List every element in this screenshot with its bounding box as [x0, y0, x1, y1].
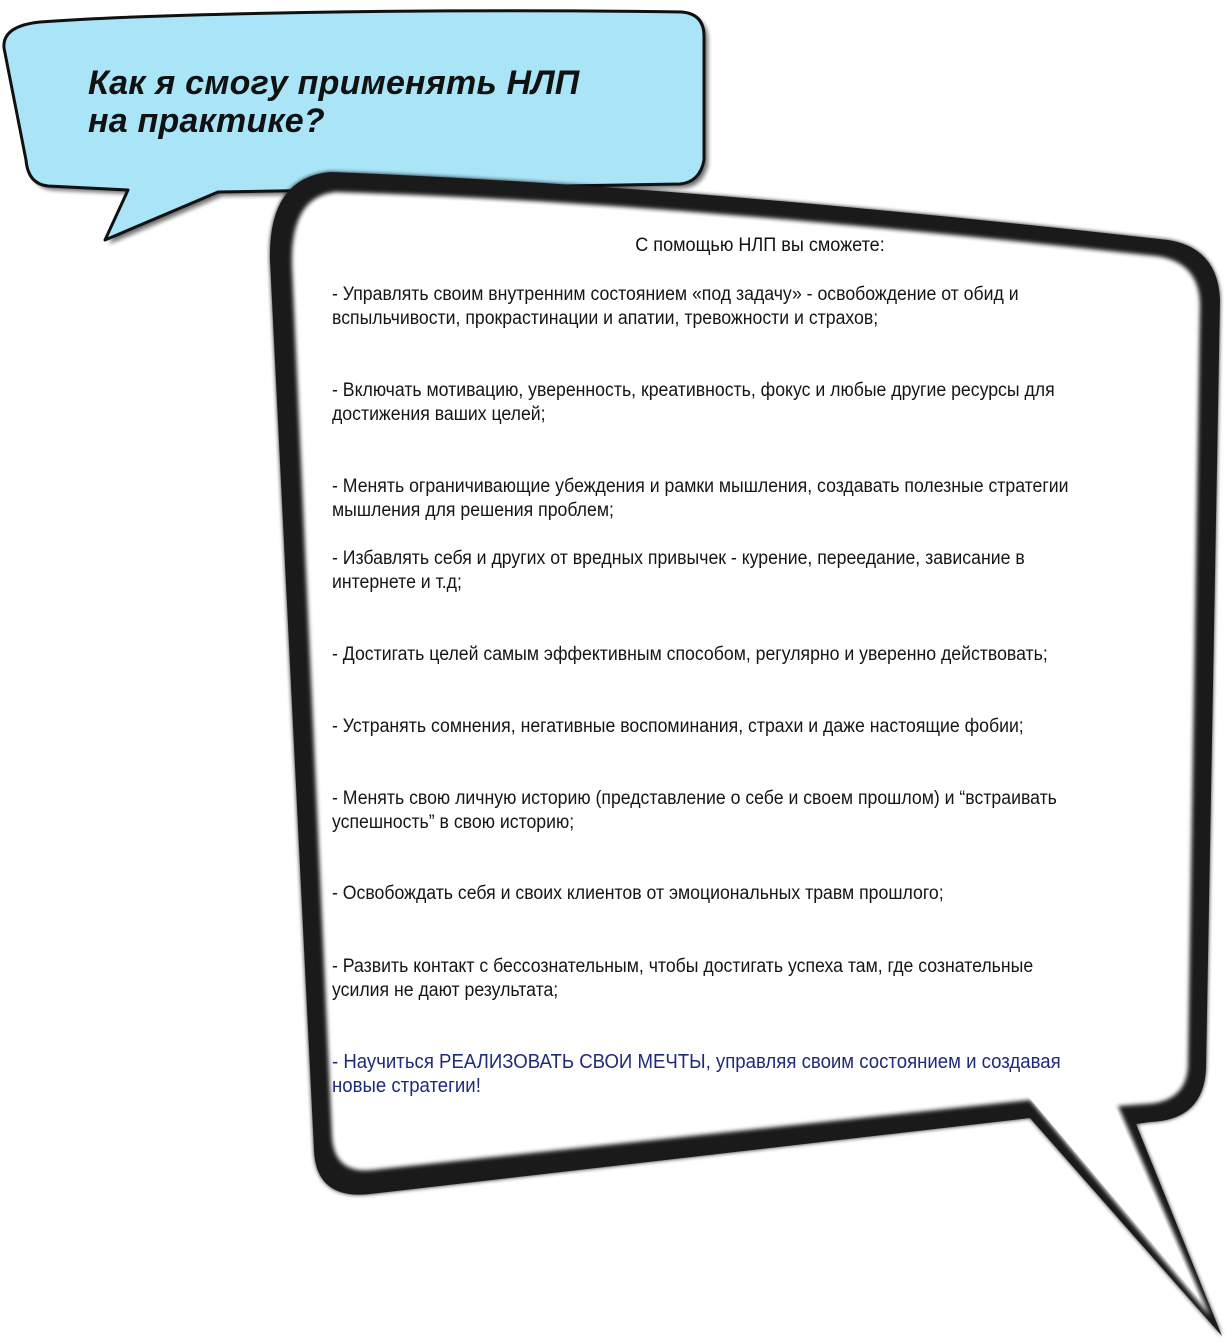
list-item-state-control: - Управлять своим внутренним состоянием «под задачу» - освобождение от обид и вспыльчивости, прокрастинации и апатии, тревожности и страхов;	[332, 284, 1019, 329]
section-heading: С помощью НЛП вы сможете:	[635, 235, 885, 256]
list-item-trauma: - Освобождать себя и своих клиентов от эмоциональных травм прошлого;	[332, 883, 944, 904]
list-item-goals: - Достигать целей самым эффективным способом, регулярно и уверенно действовать;	[332, 644, 1048, 665]
title-line-2: на практике?	[88, 102, 325, 140]
title-line-1: Как я смогу применять НЛП	[88, 64, 580, 102]
list-item-habits: - Избавлять себя и других от вредных привычек - курение, переедание, зависание в интернете и т.д;	[332, 548, 1025, 593]
list-item-fears: - Устранять сомнения, негативные воспоминания, страхи и даже настоящие фобии;	[332, 716, 1024, 737]
content-bubble	[270, 172, 1222, 1336]
list-item-personal-history: - Менять свою личную историю (представление о себе и своем прошлом) и “встраивать успешность” в свою историю;	[332, 788, 1057, 833]
list-item-dreams-highlight: - Научиться РЕАЛИЗОВАТЬ СВОИ МЕЧТЫ, управляя своим состоянием и создавая новые стратегии!	[332, 1051, 1061, 1097]
page-title	[88, 64, 688, 140]
list-item-unconscious: - Развить контакт с бессознательным, чтобы достигать успеха там, где сознательные усилия не дают результата;	[332, 956, 1034, 1001]
list-item-motivation: - Включать мотивацию, уверенность, креативность, фокус и любые другие ресурсы для достижения ваших целей;	[332, 380, 1055, 425]
list-item-beliefs: - Менять ограничивающие убеждения и рамки мышления, создавать полезные стратегии мышления для решения проблем;	[332, 476, 1069, 521]
